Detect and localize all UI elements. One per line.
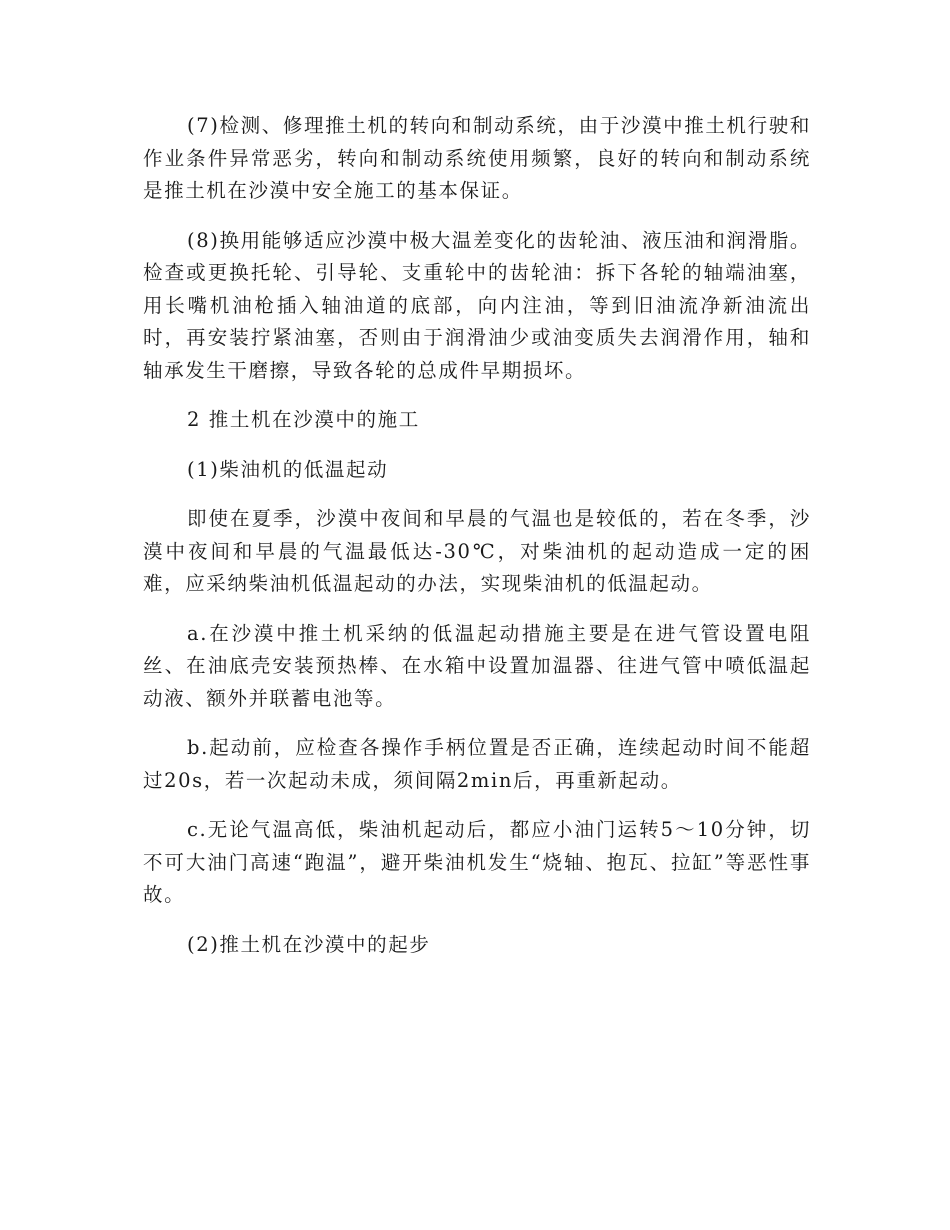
subsection-heading-startup: (2)推土机在沙漠中的起步 [187, 932, 431, 956]
paragraph-cold-start-a: a.在沙漠中推土机采纳的低温起动措施主要是在进气管设置电阻丝、在油底壳安装预热棒、在水箱中设置加温器、往进气管中喷低温起动液、额外并联蓄电池等。 [143, 621, 811, 710]
document-page [143, 110, 811, 961]
subsection-heading-cold-start: (1)柴油机的低温起动 [187, 457, 389, 481]
section-heading: 2 推土机在沙漠中的施工 [187, 408, 420, 431]
paragraph-cold-start-b: b.起动前，应检查各操作手柄位置是否正确，连续起动时间不能超过20s，若一次起动未成，须间隔2min后，再重新起动。 [143, 736, 811, 792]
paragraph-steering-brake: (7)检测、修理推土机的转向和制动系统，由于沙漠中推土机行驶和作业条件异常恶劣，转向和制动系统使用频繁，良好的转向和制动系统是推土机在沙漠中安全施工的基本保证。 [143, 114, 811, 202]
paragraph-lubricants: (8)换用能够适应沙漠中极大温差变化的齿轮油、液压油和润滑脂。检查或更换托轮、引导轮、支重轮中的齿轮油：拆下各轮的轴端油塞，用长嘴机油枪插入轴油道的底部，向内注油，等到旧油流净新油流出时，再安装拧紧油塞，否则由于润滑油少或油变质失去润滑作用，轴和轴承发生干磨擦，导致各轮的总成件早期损坏。 [143, 228, 811, 382]
paragraph-cold-start-c: c.无论气温高低，柴油机起动后，都应小油门运转5～10分钟，切不可大油门高速“跑温”，避开柴油机发生“烧轴、抱瓦、拉缸”等恶性事故。 [143, 818, 811, 906]
paragraph-cold-start-intro: 即使在夏季，沙漠中夜间和早晨的气温也是较低的，若在冬季，沙漠中夜间和早晨的气温最低达-30℃，对柴油机的起动造成一定的困难，应采纳柴油机低温起动的办法，实现柴油机的低温起动。 [143, 507, 811, 595]
